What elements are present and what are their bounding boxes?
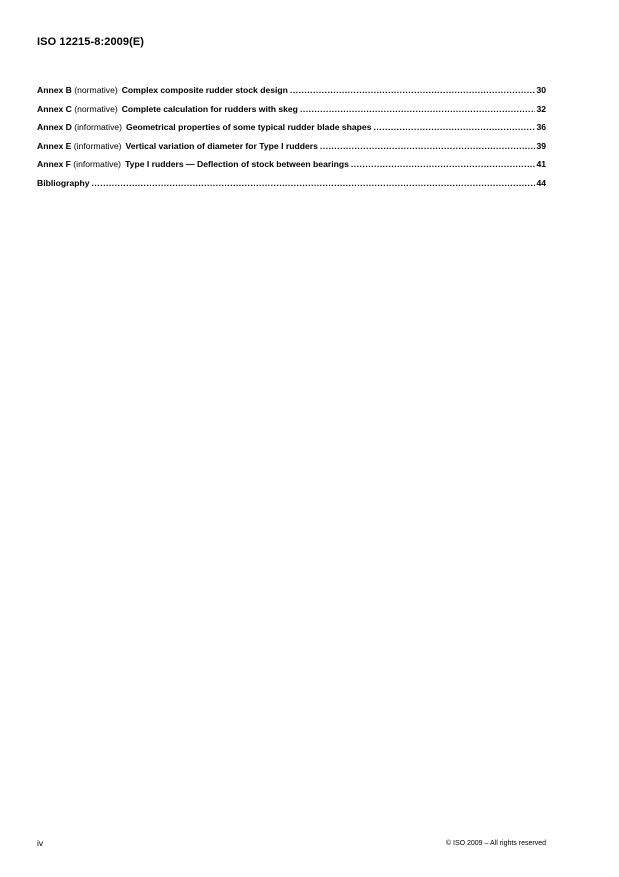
toc-entry-title: Geometrical properties of some typical rudder blade shapes <box>126 122 372 132</box>
toc-entry-label <box>37 159 349 169</box>
toc-entry-title: Vertical variation of diameter for Type I rudders <box>125 140 318 151</box>
toc-annex-kind: (informative) <box>73 140 122 151</box>
toc-annex-kind: (normative) <box>74 103 118 114</box>
toc-page-number: 39 <box>536 140 546 151</box>
footer-page-number: iv <box>37 838 44 848</box>
toc-entry-title: Type I rudders — Deflection of stock between bearings <box>125 159 349 169</box>
toc-annex-name: Annex F <box>37 159 71 169</box>
toc-annex-name: Annex C <box>37 103 72 114</box>
toc-page-number: 41 <box>536 159 546 169</box>
toc-annex-name: Annex B <box>37 85 72 95</box>
toc-entry-title: Complete calculation for rudders with skeg <box>121 103 298 114</box>
toc-dot-leader <box>351 159 536 169</box>
toc-page-number: 32 <box>536 103 546 114</box>
toc-annex-kind: (informative) <box>74 122 123 132</box>
toc-annex-kind: (informative) <box>73 159 122 169</box>
toc-page-number: 30 <box>536 85 546 95</box>
toc-bibliography-label: Bibliography <box>37 177 90 188</box>
toc-annex-name: Annex D <box>37 122 72 132</box>
toc-dot-leader <box>374 122 536 132</box>
toc-entry-annex-f[interactable] <box>37 159 546 178</box>
toc-entry-label <box>37 104 298 114</box>
toc-entry-label <box>37 178 90 188</box>
toc-entry-annex-b[interactable] <box>37 85 546 104</box>
toc-page-number: 44 <box>536 177 546 188</box>
toc-entry-label <box>37 85 288 95</box>
table-of-contents <box>37 85 546 196</box>
toc-entry-bibliography[interactable] <box>37 178 546 197</box>
toc-entry-label <box>37 122 372 132</box>
toc-page-number: 36 <box>536 122 546 132</box>
toc-entry-annex-e[interactable] <box>37 141 546 160</box>
toc-annex-kind: (normative) <box>74 85 118 95</box>
toc-entry-label <box>37 141 318 151</box>
footer-copyright: © ISO 2009 – All rights reserved <box>445 840 546 847</box>
toc-annex-name: Annex E <box>37 140 72 151</box>
toc-entry-annex-c[interactable] <box>37 104 546 123</box>
toc-dot-leader <box>290 85 536 95</box>
toc-dot-leader <box>320 141 536 151</box>
document-id-header: ISO 12215-8:2009(E) <box>37 36 145 48</box>
toc-dot-leader <box>92 178 536 188</box>
toc-entry-title: Complex composite rudder stock design <box>121 85 288 95</box>
toc-entry-annex-d[interactable] <box>37 122 546 141</box>
toc-dot-leader <box>300 104 536 114</box>
